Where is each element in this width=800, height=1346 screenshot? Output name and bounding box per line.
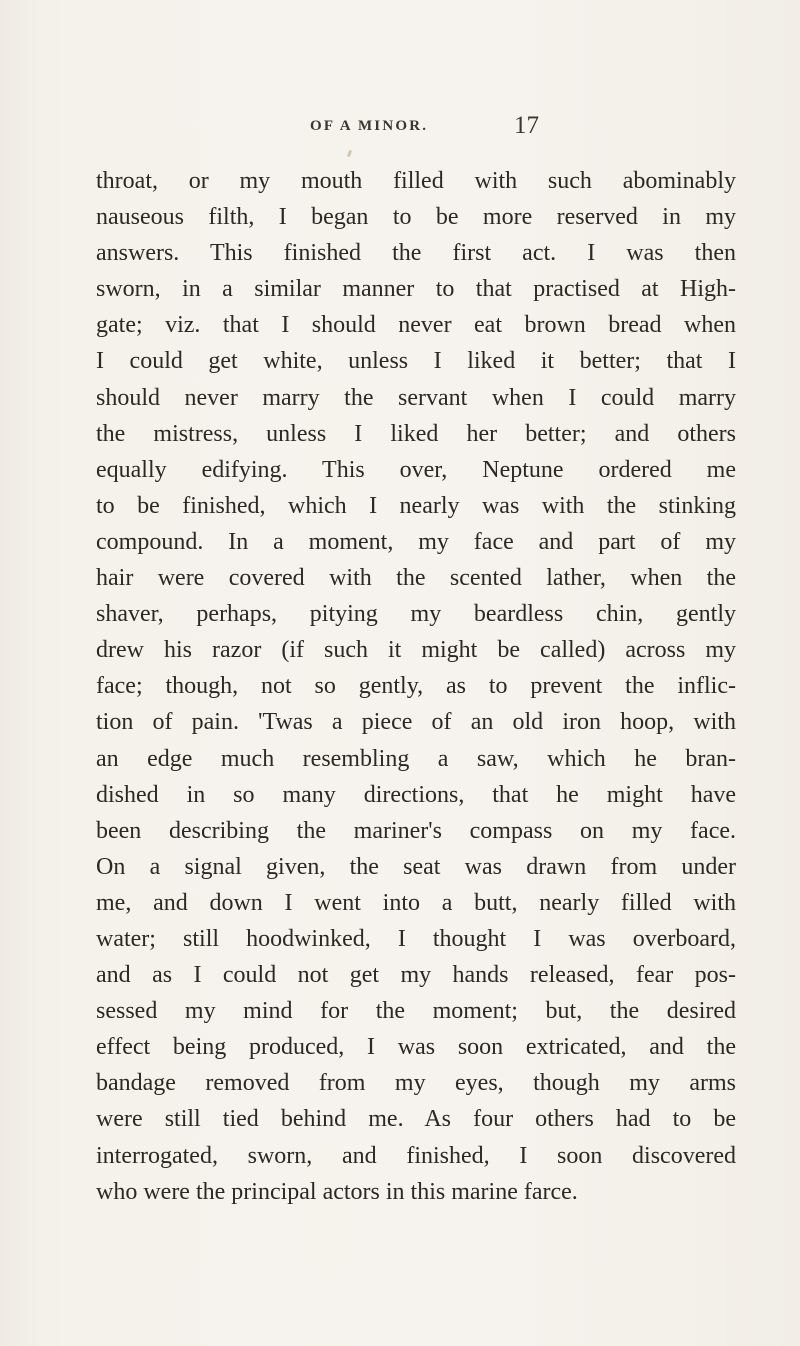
text-line: answers. This finished the first act. I was then xyxy=(96,240,736,267)
text-line: shaver, perhaps, pitying my beardless chin, gently xyxy=(96,601,736,628)
text-line: the mistress, unless I liked her better; and others xyxy=(96,420,736,447)
text-line: bandage removed from my eyes, though my arms xyxy=(96,1070,736,1097)
text-line: gate; viz. that I should never eat brown bread when xyxy=(96,312,736,339)
text-line: were still tied behind me. As four others had to be xyxy=(96,1106,736,1133)
text-line: who were the principal actors in this marine farce. xyxy=(96,1178,578,1205)
running-head xyxy=(0,112,800,148)
running-title: OF A MINOR. xyxy=(310,118,429,134)
text-line: an edge much resembling a saw, which he bran- xyxy=(96,745,736,772)
text-line: been describing the mariner's compass on my face. xyxy=(96,817,736,844)
text-line: face; though, not so gently, as to prevent the inflic- xyxy=(96,673,736,700)
text-line: effect being produced, I was soon extricated, and the xyxy=(96,1034,736,1061)
text-line: I could get white, unless I liked it better; that I xyxy=(96,348,736,375)
text-line: compound. In a moment, my face and part of my xyxy=(96,528,736,555)
text-line: me, and down I went into a butt, nearly filled with xyxy=(96,889,736,916)
text-line: interrogated, sworn, and finished, I soon discovered xyxy=(96,1142,736,1169)
text-line: should never marry the servant when I could marry xyxy=(96,384,736,411)
text-line: equally edifying. This over, Neptune ordered me xyxy=(96,456,736,483)
text-line: and as I could not get my hands released, fear pos- xyxy=(96,962,736,989)
page-number: 17 xyxy=(514,112,539,139)
ink-blot xyxy=(347,150,352,158)
text-line: On a signal given, the seat was drawn from under xyxy=(96,853,736,880)
text-line: tion of pain. 'Twas a piece of an old iron hoop, with xyxy=(96,709,736,736)
text-line: sessed my mind for the moment; but, the desired xyxy=(96,998,736,1025)
text-line: sworn, in a similar manner to that practised at High- xyxy=(96,276,736,303)
text-line: to be finished, which I nearly was with the stinking xyxy=(96,492,736,519)
text-line: water; still hoodwinked, I thought I was overboard, xyxy=(96,925,736,952)
text-line: throat, or my mouth filled with such abominably xyxy=(96,168,736,194)
text-line: nauseous filth, I began to be more reserved in my xyxy=(96,204,736,231)
text-line: hair were covered with the scented lather, when the xyxy=(96,565,736,592)
body-text xyxy=(96,163,736,1210)
text-line: dished in so many directions, that he might have xyxy=(96,781,736,808)
text-line: drew his razor (if such it might be called) across my xyxy=(96,637,736,664)
